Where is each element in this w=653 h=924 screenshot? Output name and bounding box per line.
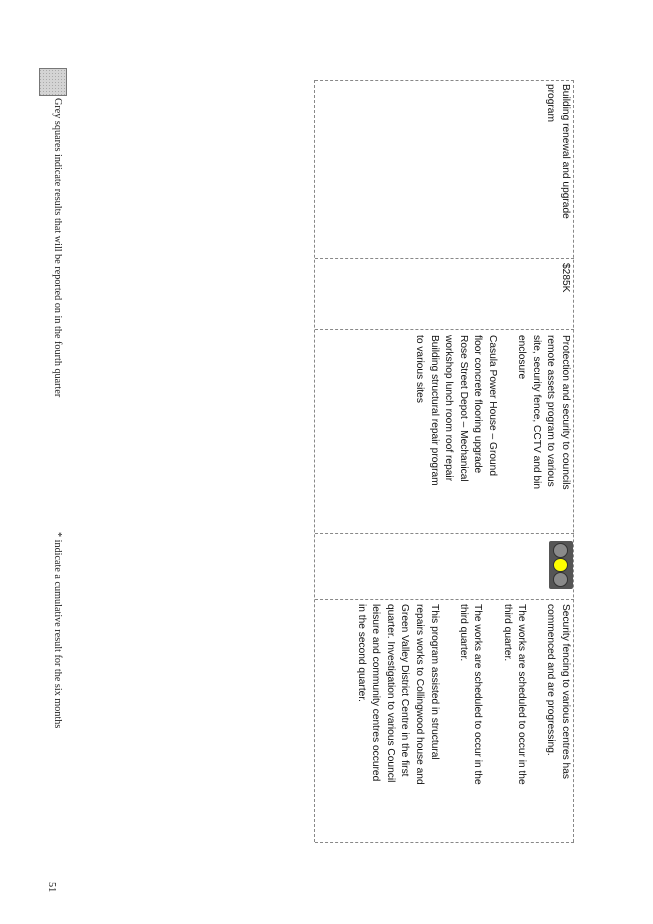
- comment-line: quarter. Investigation to various Council: [384, 604, 396, 783]
- initiative-line: enclosure: [516, 335, 528, 380]
- comment-line: repairs works to Collingwood house and: [414, 604, 426, 785]
- comment-line: leisure and community centres occured: [370, 604, 382, 782]
- cumulative-note: * indicate a cumulative result for the six months: [52, 532, 63, 729]
- col-divider: [315, 80, 574, 81]
- initiative-line: Building structural repair program: [428, 335, 440, 486]
- traffic-light-green-lamp-icon: [554, 572, 569, 587]
- program-name-line: Building renewal and upgrade: [560, 84, 571, 219]
- col-divider: [315, 533, 574, 534]
- initiatives-cell: [411, 335, 572, 490]
- initiative-line: to various sites: [414, 335, 426, 403]
- capital-works-table: [315, 80, 574, 842]
- initiative-item: [411, 335, 440, 490]
- col-divider: [315, 842, 574, 843]
- initiative-line: workshop lunch room roof repair: [443, 335, 455, 482]
- initiative-line: remote assets program to various: [545, 335, 557, 487]
- traffic-light-red-lamp-icon: [554, 543, 569, 558]
- initiative-item: [470, 335, 499, 490]
- comment-line: Security fencing to various centres has: [560, 604, 571, 779]
- comment-item: [455, 604, 484, 785]
- comment-item: [543, 604, 572, 785]
- initiative-line: site, security fence, CCTV and bin: [530, 335, 542, 490]
- budget-value: $285K: [560, 263, 571, 293]
- comment-line: in the second quarter.: [355, 604, 367, 702]
- program-cell: [543, 84, 572, 219]
- initiative-item: [514, 335, 572, 490]
- comment-line: commenced and are progressing.: [545, 604, 557, 756]
- initiative-line: Casula Power House – Ground: [487, 335, 499, 477]
- col-divider: [315, 258, 574, 259]
- col-divider: [315, 329, 574, 330]
- program-name-line: program: [545, 84, 557, 122]
- comment-item: [499, 604, 528, 785]
- grey-square-note: Grey squares indicate results that will be reported on in the fourth quarter: [52, 98, 63, 398]
- comment-line: third quarter.: [457, 604, 469, 662]
- initiative-line: floor concrete flooring upgrade: [472, 335, 484, 474]
- grey-square-legend-icon: [39, 68, 67, 96]
- initiative-line: Protection and security to councils: [560, 335, 571, 490]
- row-bottom-border: [314, 80, 315, 842]
- comment-item: [353, 604, 441, 785]
- col-divider: [315, 599, 574, 600]
- initiative-line: Rose Street Depot – Mechanical: [457, 335, 469, 482]
- traffic-light-amber-lamp-icon: [554, 558, 569, 573]
- row-top-border: [573, 80, 574, 842]
- comment-line: Green Valley District Centre in the first: [399, 604, 411, 777]
- comment-line: The works are scheduled to occur in the: [472, 604, 484, 785]
- traffic-light-status-icon: [549, 541, 573, 589]
- initiative-item: [441, 335, 470, 490]
- page-number: 51: [46, 882, 57, 893]
- comment-line: The works are scheduled to occur in the: [516, 604, 528, 785]
- comment-line: This program assisted in structural: [428, 604, 440, 760]
- comment-line: third quarter.: [501, 604, 513, 662]
- budget-cell: [557, 263, 572, 292]
- comments-cell: [353, 604, 572, 785]
